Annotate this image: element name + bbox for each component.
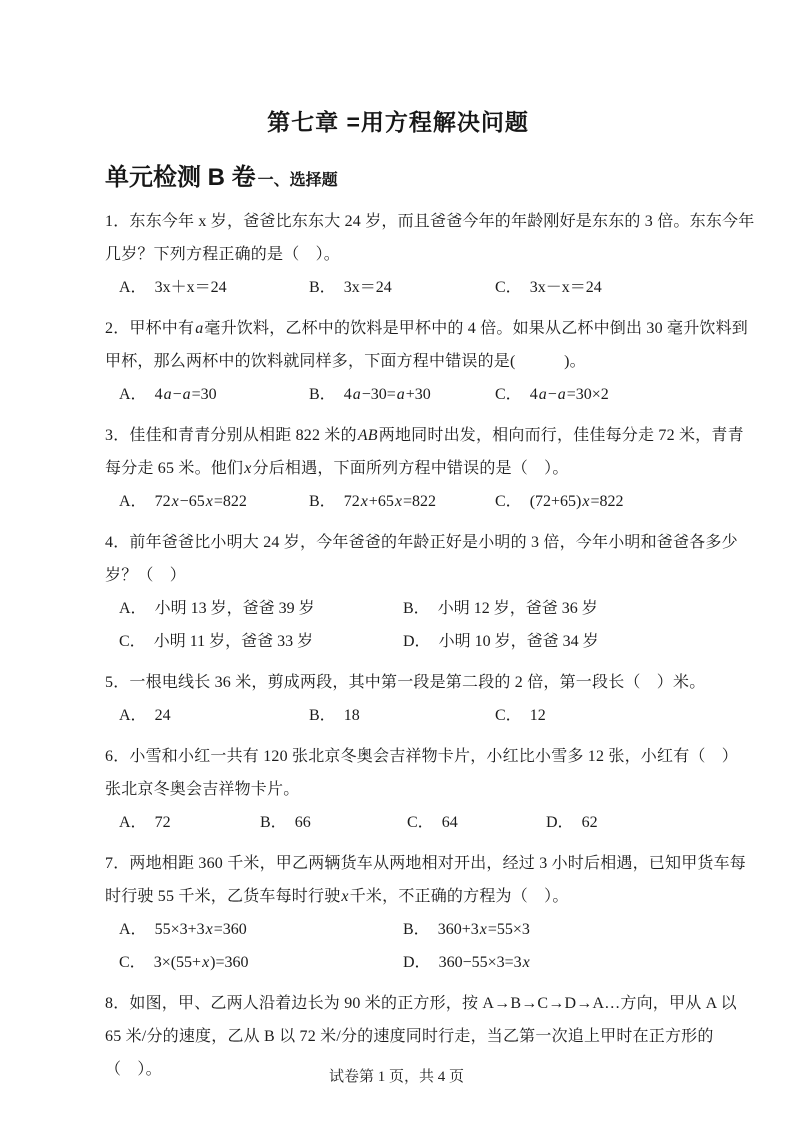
question-4 <box>105 526 738 658</box>
question-6-option-d <box>546 806 691 839</box>
question-7-option-b <box>403 913 691 946</box>
question-2-line-2: 甲杯，那么两杯中的饮料就同样多，下面方程中错误的是( )。 <box>105 353 586 370</box>
question-4-options <box>105 592 691 658</box>
question-8-line-1: 8．如图，甲、乙两人沿着边长为 90 米的正方形，按 A→B→C→D→A…方向，甲从 A 以 <box>105 995 737 1012</box>
option-text: 55×3+3x=360 <box>154 921 247 938</box>
question-3-option-a <box>119 485 309 518</box>
option-text: 24 <box>154 707 171 724</box>
question-1-line-1: 1．东东今年 x 岁，爸爸比东东大 24 岁，而且爸爸今年的年龄刚好是东东的 3 倍。东东今年 <box>105 213 755 230</box>
option-label: B． <box>260 814 287 831</box>
option-text: 小明 12 岁，爸爸 36 岁 <box>437 600 598 617</box>
question-4-option-d <box>403 625 691 658</box>
question-2-line-1: 2．甲杯中有a毫升饮料，乙杯中的饮料是甲杯中的 4 倍。如果从乙杯中倒出 30 毫升饮料到 <box>105 320 749 337</box>
option-label: A． <box>119 814 147 831</box>
option-label: A． <box>119 921 147 938</box>
option-label: C． <box>119 954 146 971</box>
question-1-option-c <box>495 271 691 304</box>
page-footer: 试卷第 1 页，共 4 页 <box>328 1069 464 1085</box>
option-text: 72x+65x=822 <box>343 493 436 510</box>
option-label: C． <box>495 386 522 403</box>
option-label: D． <box>403 954 431 971</box>
question-7-option-a <box>119 913 403 946</box>
question-6 <box>105 740 739 839</box>
question-2-option-b <box>309 378 495 411</box>
option-text: 3x＋x＝24 <box>154 279 227 296</box>
question-7-option-d <box>403 946 691 979</box>
question-3-options <box>105 485 691 518</box>
question-8-line-3: （ ）。 <box>105 1061 162 1078</box>
option-text: 72 <box>154 814 171 831</box>
chapter-title: 第七章 =用方程解决问题 <box>267 109 529 135</box>
unit-heading <box>105 162 691 197</box>
option-label: B． <box>309 386 336 403</box>
question-3-option-c <box>495 485 691 518</box>
question-1 <box>105 205 755 304</box>
option-label: A． <box>119 279 147 296</box>
question-3-line-1: 3．佳佳和青青分别从相距 822 米的AB两地同时出发，相向而行，佳佳每分走 72 米，青青 <box>105 427 744 444</box>
option-label: C． <box>495 279 522 296</box>
question-1-options <box>105 271 691 304</box>
question-3-line-2: 每分走 65 米。他们x分后相遇，下面所列方程中错误的是（ ）。 <box>105 460 569 477</box>
option-text: 3x＝24 <box>343 279 392 296</box>
option-text: 小明 10 岁，爸爸 34 岁 <box>438 633 599 650</box>
option-label: B． <box>403 600 430 617</box>
question-2-option-c <box>495 378 691 411</box>
question-4-line-1: 4．前年爸爸比小明大 24 岁，今年爸爸的年龄正好是小明的 3 倍，今年小明和爸爸各多少 <box>105 534 738 551</box>
question-8-line-2: 65 米/分的速度，乙从 B 以 72 米/分的速度同时行走，当乙第一次追上甲时在正方形的 <box>105 1028 714 1045</box>
option-label: A． <box>119 600 147 617</box>
question-6-option-c <box>407 806 546 839</box>
question-7-options <box>105 913 691 979</box>
question-3-option-b <box>309 485 495 518</box>
option-text: 3×(55+x)=360 <box>153 954 249 971</box>
question-7-option-c <box>119 946 403 979</box>
question-1-option-b <box>309 271 495 304</box>
option-text: 72x−65x=822 <box>154 493 247 510</box>
question-4-line-2: 岁？（ ） <box>105 567 187 584</box>
question-6-line-2: 张北京冬奥会吉祥物卡片。 <box>105 781 300 798</box>
option-text: 小明 13 岁，爸爸 39 岁 <box>154 600 315 617</box>
question-5-option-a <box>119 699 309 732</box>
option-text: 4a−30=a+30 <box>343 386 431 403</box>
option-label: C． <box>495 493 522 510</box>
option-label: C． <box>495 707 522 724</box>
option-text: 4a−a=30 <box>154 386 217 403</box>
option-label: D． <box>403 633 431 650</box>
question-5-line-1: 5．一根电线长 36 米，剪成两段，其中第一段是第二段的 2 倍，第一段长（ ）米。 <box>105 674 706 691</box>
option-text: 3x－x＝24 <box>529 279 602 296</box>
option-text: 18 <box>343 707 360 724</box>
question-4-option-a <box>119 592 403 625</box>
question-6-option-b <box>260 806 407 839</box>
question-6-option-a <box>119 806 260 839</box>
option-label: C． <box>407 814 434 831</box>
question-5-option-b <box>309 699 495 732</box>
question-2-options <box>105 378 691 411</box>
option-text: 360+3x=55×3 <box>437 921 530 938</box>
section-label: 一、选择题 <box>257 172 338 189</box>
option-text: (72+65)x=822 <box>529 493 624 510</box>
question-4-option-b <box>403 592 691 625</box>
option-label: A． <box>119 386 147 403</box>
question-5-options <box>105 699 691 732</box>
option-label: B． <box>309 707 336 724</box>
option-label: B． <box>403 921 430 938</box>
option-text: 360−55×3=3x <box>438 954 530 971</box>
option-text: 4a−a=30×2 <box>529 386 609 403</box>
question-7 <box>105 847 747 979</box>
question-3 <box>105 419 744 518</box>
question-1-line-2: 几岁？下列方程正确的是（ ）。 <box>105 246 341 263</box>
question-5-option-c <box>495 699 691 732</box>
question-2-option-a <box>119 378 309 411</box>
option-text: 小明 11 岁，爸爸 33 岁 <box>153 633 314 650</box>
option-label: D． <box>546 814 574 831</box>
question-6-options <box>105 806 691 839</box>
question-4-option-c <box>119 625 403 658</box>
option-text: 62 <box>581 814 598 831</box>
option-text: 12 <box>529 707 546 724</box>
question-1-option-a <box>119 271 309 304</box>
question-2 <box>105 312 749 411</box>
option-label: B． <box>309 279 336 296</box>
option-label: C． <box>119 633 146 650</box>
option-label: B． <box>309 493 336 510</box>
question-6-line-1: 6．小雪和小红一共有 120 张北京冬奥会吉祥物卡片，小红比小雪多 12 张，小红有（ ） <box>105 748 739 765</box>
unit-title: 单元检测 B 卷 <box>105 164 256 191</box>
option-text: 64 <box>441 814 458 831</box>
option-label: A． <box>119 707 147 724</box>
question-7-line-1: 7．两地相距 360 千米，甲乙两辆货车从两地相对开出，经过 3 小时后相遇，已知甲货车每 <box>105 855 747 872</box>
question-7-line-2: 时行驶 55 千米，乙货车每时行驶x千米，不正确的方程为（ ）。 <box>105 888 569 905</box>
option-text: 66 <box>294 814 311 831</box>
question-5 <box>105 666 706 732</box>
option-label: A． <box>119 493 147 510</box>
